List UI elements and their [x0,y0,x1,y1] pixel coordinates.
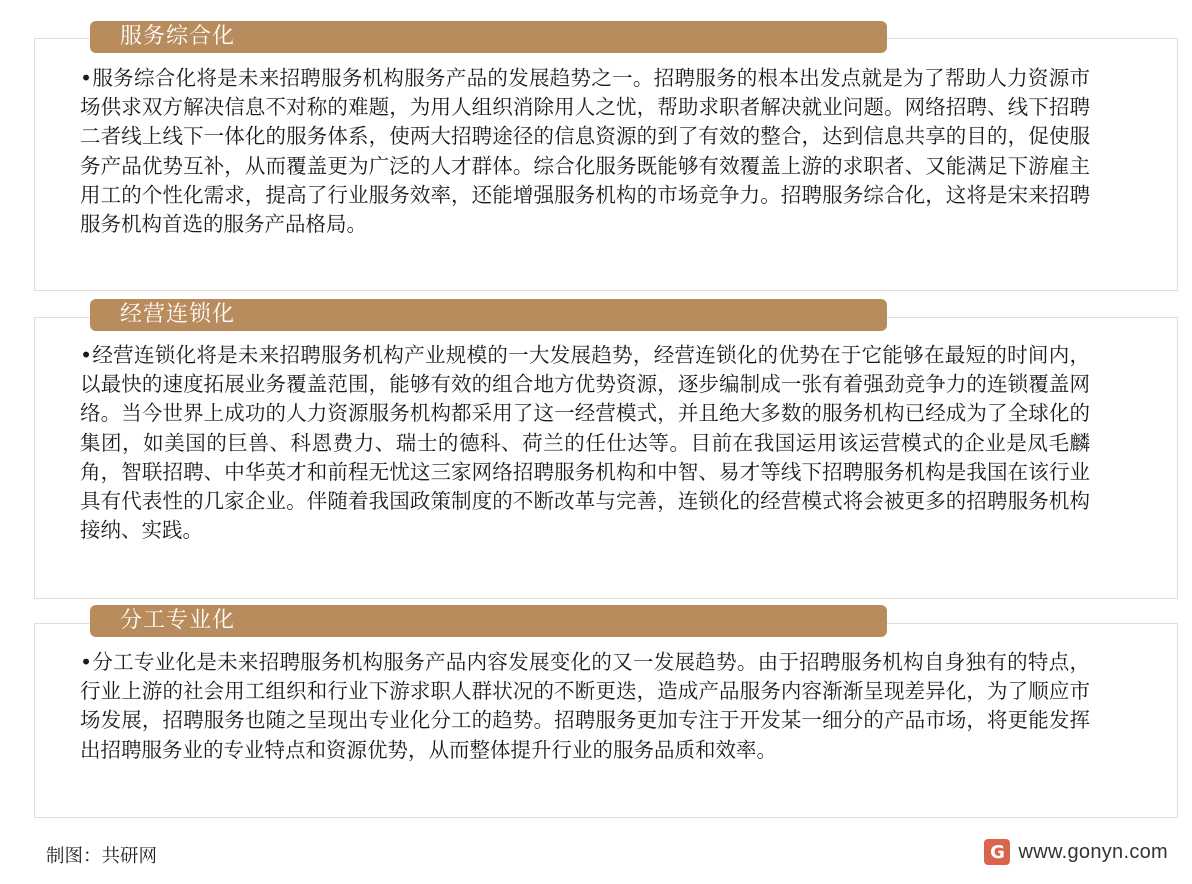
section-body-service-integration: •服务综合化将是未来招聘服务机构服务产品的发展趋势之一。招聘服务的根本出发点就是为了帮助人力资源市场供求双方解决信息不对称的难题，为用人组织消除用人之忧，帮助求职者解决就业问题。网络招聘、线下招聘二者线上线下一体化的服务体系，使两大招聘途径的信息资源的到了有效的整合，达到信息共享的目的，促使服务产品优势互补，从而覆盖更为广泛的人才群体。综合化服务既能够有效覆盖上游的求职者、又能满足下游雇主用工的个性化需求，提高了行业服务效率，还能增强服务机构的市场竞争力。招聘服务综合化，这将是宋来招聘服务机构首选的服务产品格局。 [80,66,1090,237]
chart-credit: 制图：共研网 [46,846,158,867]
section-title: 分工专业化 [120,608,236,633]
section-header-chain-operation [90,299,887,331]
site-url[interactable]: www.gonyn.com [1018,840,1168,863]
section-header-specialization [90,605,887,637]
section-body-chain-operation: •经营连锁化将是未来招聘服务机构产业规模的一大发展趋势，经营连锁化的优势在于它能够在最短的时间内，以最快的速度拓展业务覆盖范围，能够有效的组合地方优势资源，逐步编制成一张有着强劲竞争力的连锁覆盖网络。当今世界上成功的人力资源服务机构都采用了这一经营模式，并且绝大多数的服务机构已经成为了全球化的集团，如美国的巨兽、科恩费力、瑞士的德科、荷兰的任仕达等。目前在我国运用该运营模式的企业是凤毛麟角，智联招聘、中华英才和前程无忧这三家网络招聘服务机构和中智、易才等线下招聘服务机构是我国在该行业具有代表性的几家企业。伴随着我国政策制度的不断改革与完善，连锁化的经营模式将会被更多的招聘服务机构接纳、实践。 [80,343,1090,543]
section-title: 服务综合化 [120,24,236,49]
site-brand[interactable] [984,839,1168,865]
gonyn-logo-icon: G [984,839,1010,865]
section-header-service-integration [90,21,887,53]
section-title: 经营连锁化 [120,302,236,327]
section-body-specialization: •分工专业化是未来招聘服务机构服务产品内容发展变化的又一发展趋势。由于招聘服务机构自身独有的特点，行业上游的社会用工组织和行业下游求职人群状况的不断更迭，造成产品服务内容渐渐呈现差异化，为了顺应市场发展，招聘服务也随之呈现出专业化分工的趋势。招聘服务更加专注于开发某一细分的产品市场，将更能发挥出招聘服务业的专业特点和资源优势，从而整体提升行业的服务品质和效率。 [80,650,1090,762]
